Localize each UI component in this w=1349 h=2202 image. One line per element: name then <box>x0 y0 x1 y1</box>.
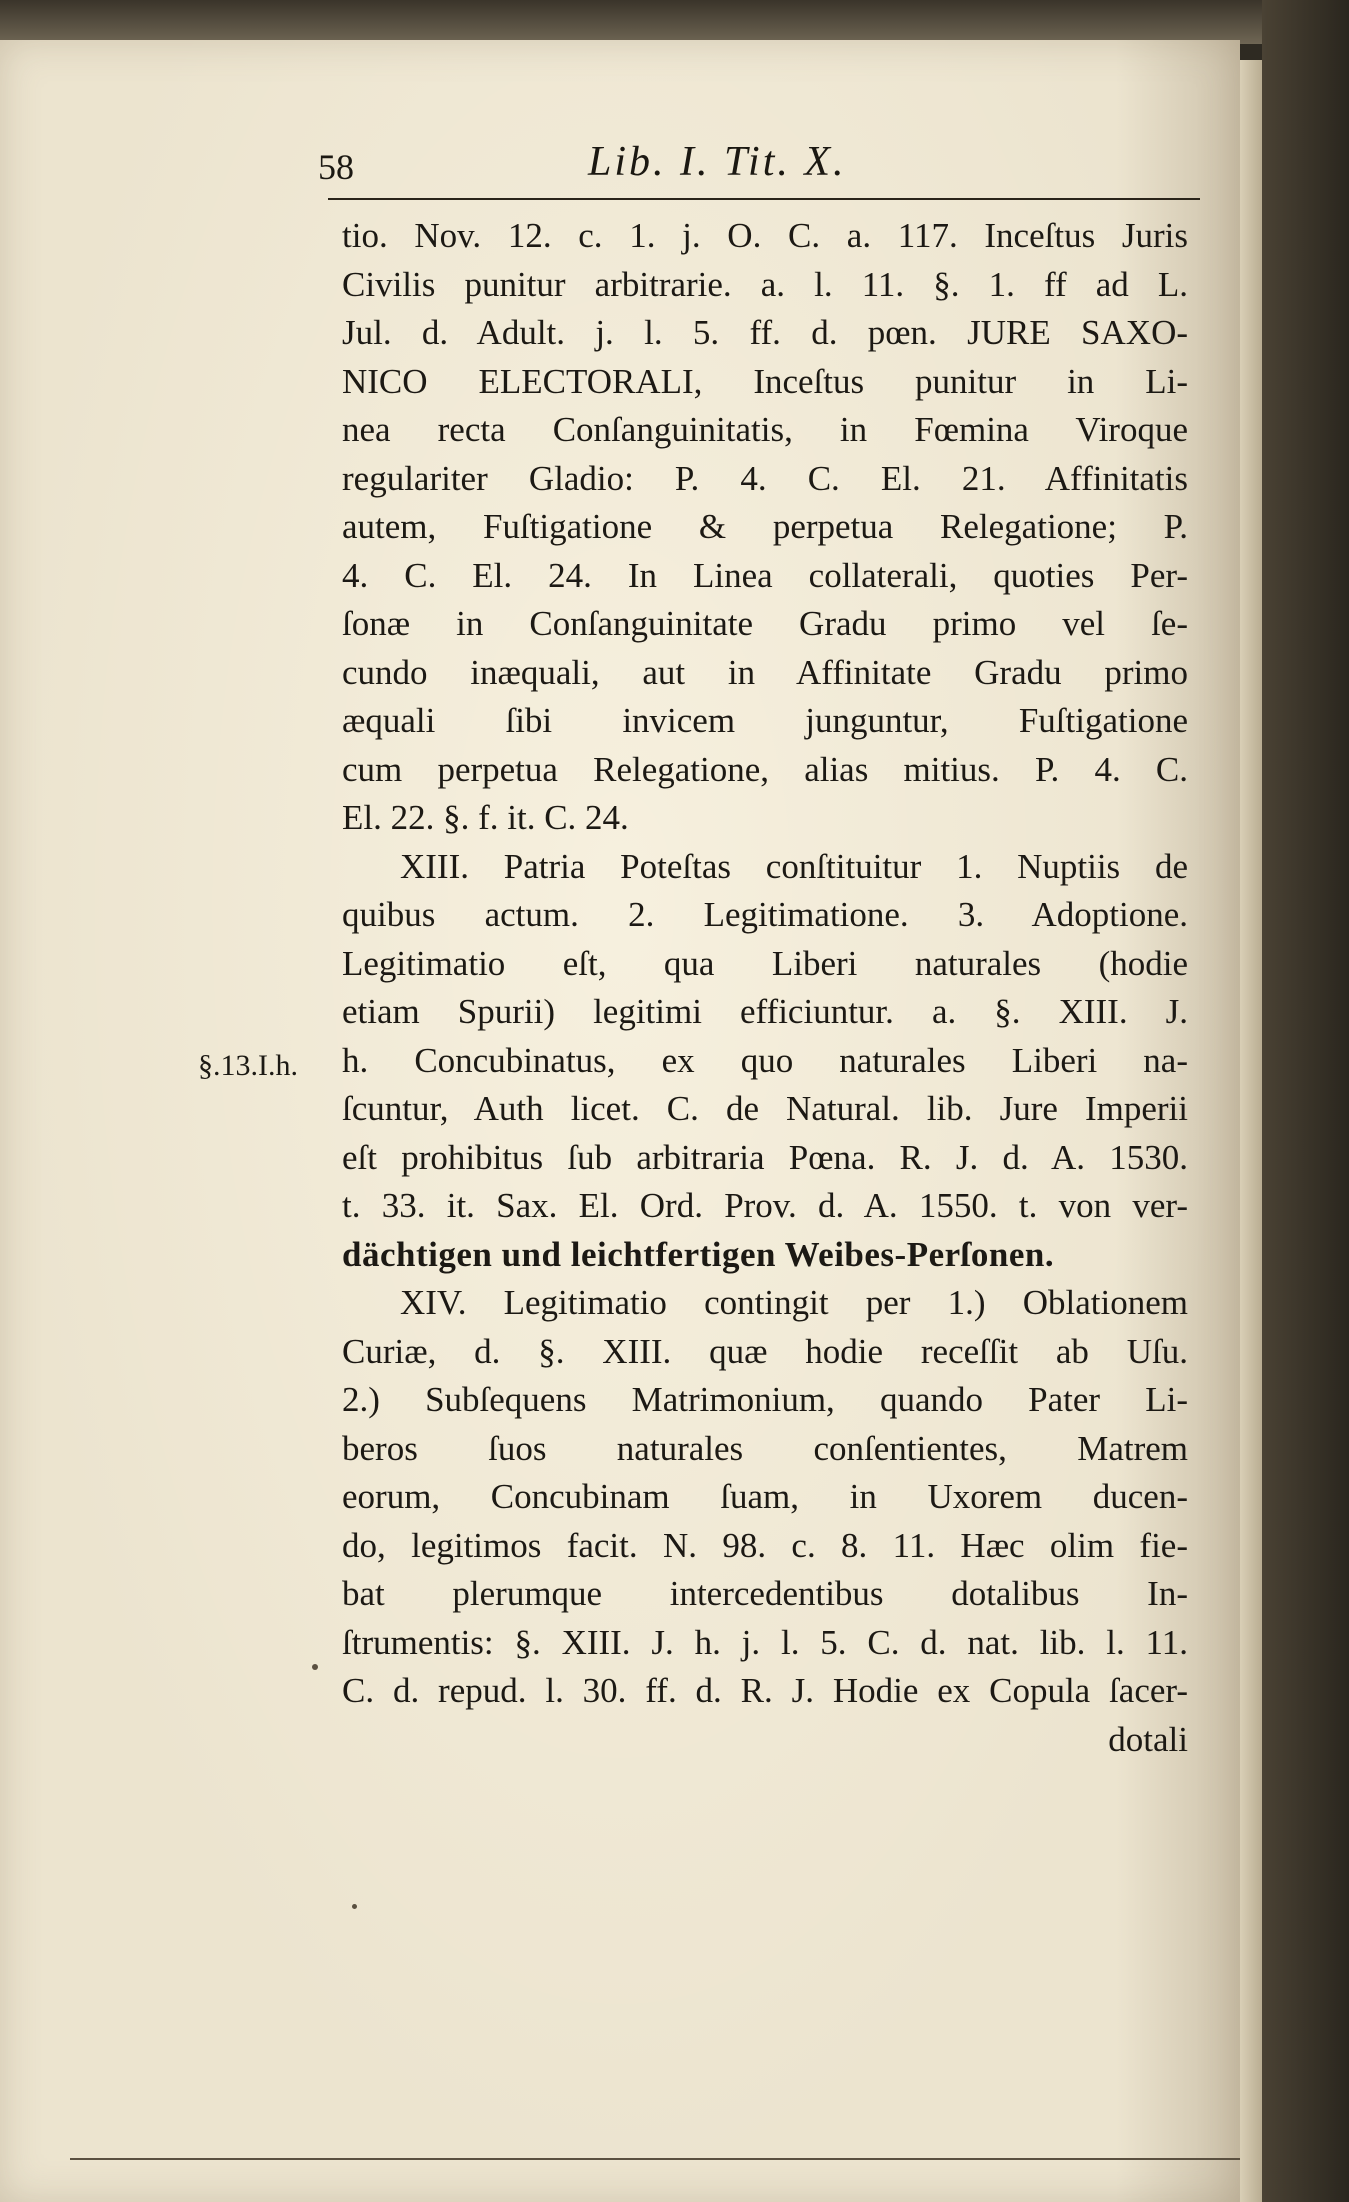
text-line: ſonæ in Conſanguinitate Gradu primo vel ſe- <box>342 604 1188 643</box>
section-heading-line: XIII. Patria Poteſtas conſtituitur 1. Nuptiis de <box>400 846 1188 886</box>
text-line: autem, Fuſtigatione & perpetua Relegatione; P. <box>342 507 1188 546</box>
body-text <box>342 212 1188 1764</box>
text-line: h. Concubinatus, ex quo naturales Liberi na- <box>342 1040 1188 1080</box>
text-line: do, legitimos facit. N. 98. c. 8. 11. Hæc olim fie- <box>342 1525 1188 1565</box>
text-line: bat plerumque intercedentibus dotalibus In- <box>342 1574 1188 1613</box>
section-heading-line: XIV. Legitimatio contingit per 1.) Oblationem <box>400 1283 1188 1322</box>
text-line: Jul. d. Adult. j. l. 5. ff. d. pœn. JURE SAXO- <box>342 313 1188 352</box>
text-line: Civilis punitur arbitrarie. a. l. 11. §. 1. ff ad L. <box>342 264 1188 304</box>
text-line: t. 33. it. Sax. El. Ord. Prov. d. A. 1550. t. von ver- <box>342 1186 1188 1225</box>
header-rule <box>328 198 1200 200</box>
text-line: cundo inæquali, aut in Affinitate Gradu primo <box>342 652 1188 692</box>
bottom-edge-line <box>70 2158 1240 2160</box>
book-gutter <box>1262 0 1349 2202</box>
text-line: Legitimatio eſt, qua Liberi naturales (hodie <box>342 943 1188 983</box>
text-line: cum perpetua Relegatione, alias mitius. P. 4. C. <box>342 749 1188 789</box>
text-line: Curiæ, d. §. XIII. quæ hodie receſſit ab Uſu. <box>342 1331 1188 1371</box>
paper-speck <box>352 1904 357 1909</box>
running-head <box>318 138 1218 194</box>
text-line: 2.) Subſequens Matrimonium, quando Pater Li- <box>342 1380 1188 1419</box>
fraktur-text-line: dächtigen und leichtfertigen Weibes-Perſonen. <box>342 1234 1055 1274</box>
paper-speck <box>312 1664 318 1670</box>
top-shadow <box>0 0 1349 44</box>
text-line: ſtrumentis: §. XIII. J. h. j. l. 5. C. d. nat. lib. l. 11. <box>342 1622 1188 1662</box>
text-line: æquali ſibi invicem junguntur, Fuſtigatione <box>342 701 1188 740</box>
text-line: NICO ELECTORALI, Inceſtus punitur in Li- <box>342 361 1188 401</box>
running-head-title: Lib. I. Tit. X. <box>588 139 847 185</box>
text-line: quibus actum. 2. Legitimatione. 3. Adoptione. <box>342 895 1188 934</box>
text-line: beros ſuos naturales conſentientes, Matrem <box>342 1428 1188 1468</box>
text-line: El. 22. §. f. it. C. 24. <box>342 798 629 837</box>
text-line: eſt prohibitus ſub arbitraria Pœna. R. J. d. A. 1530. <box>342 1137 1188 1177</box>
margin-note: §.13.I.h. <box>198 1049 298 1082</box>
text-line: C. d. repud. l. 30. ff. d. R. J. Hodie ex Copula ſacer- <box>342 1671 1188 1710</box>
text-line: eorum, Concubinam ſuam, in Uxorem ducen- <box>342 1477 1188 1516</box>
page-number: 58 <box>318 147 354 187</box>
text-line: ſcuntur, Auth licet. C. de Natural. lib. Jure Imperii <box>342 1089 1188 1128</box>
text-line: nea recta Conſanguinitatis, in Fœmina Viroque <box>342 410 1188 449</box>
text-line: tio. Nov. 12. c. 1. j. O. C. a. 117. Inceſtus Juris <box>342 216 1188 255</box>
text-line: etiam Spurii) legitimi efficiuntur. a. §. XIII. J. <box>342 992 1188 1031</box>
text-line: 4. C. El. 24. In Linea collaterali, quoties Per- <box>342 555 1188 595</box>
text-line: regulariter Gladio: P. 4. C. El. 21. Affinitatis <box>342 458 1188 498</box>
catchword: dotali <box>1108 1719 1188 1759</box>
page-edge <box>1240 60 1262 2202</box>
